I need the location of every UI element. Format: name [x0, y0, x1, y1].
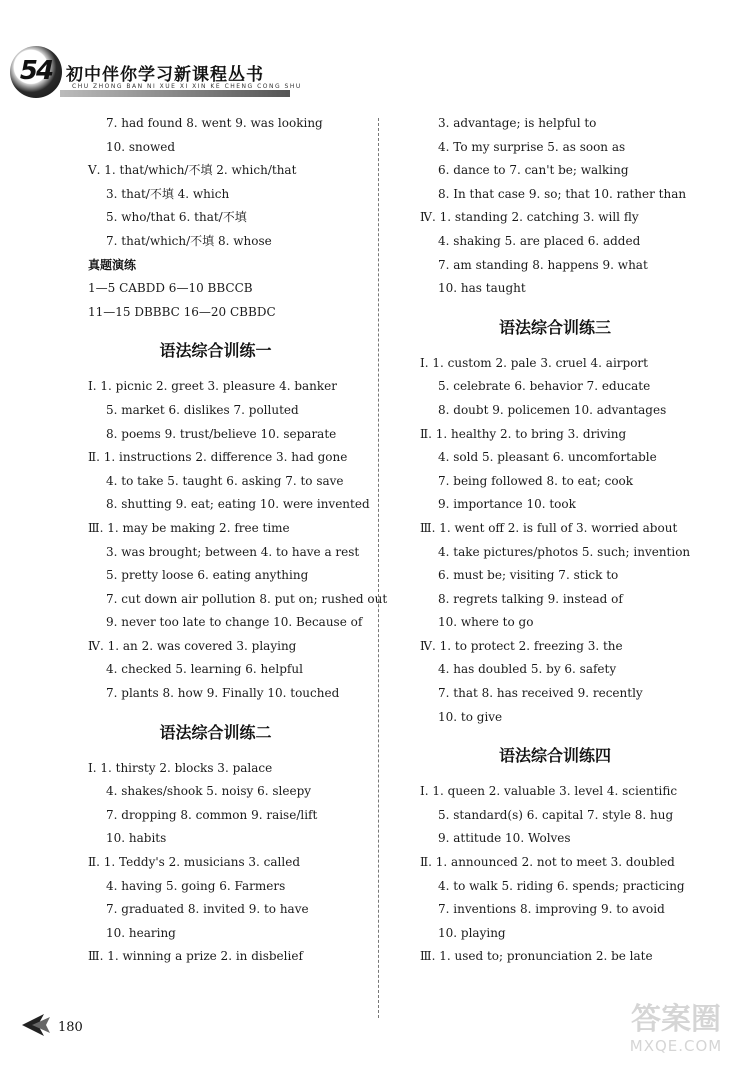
answer-line: 10. habits	[106, 831, 167, 846]
answer-line: 10. where to go	[438, 615, 534, 630]
answer-line: 1—5 CABDD 6—10 BBCCB	[88, 281, 253, 296]
answer-line: Ⅲ. 1. winning a prize 2. in disbelief	[88, 949, 303, 964]
answer-line: 6. dance to 7. can't be; walking	[438, 163, 629, 178]
badge-number: 54	[19, 56, 53, 86]
page-number: 180	[58, 1020, 83, 1035]
section-2-answers	[88, 757, 373, 969]
section-heading-2: 语法综合训练二	[159, 722, 272, 742]
series-pinyin: CHU ZHONG BAN NI XUE XI XIN KE CHENG CONG SHU	[72, 83, 302, 90]
left-column	[88, 112, 388, 969]
answer-line: Ⅱ. 1. instructions 2. difference 3. had gone	[88, 450, 348, 465]
practice-answers	[88, 277, 373, 324]
right-top-answers	[420, 112, 720, 301]
answer-line: Ⅳ. 1. an 2. was covered 3. playing	[88, 638, 297, 653]
answer-line: 4. to walk 5. riding 6. spends; practicing	[438, 878, 685, 893]
answer-line: Ⅴ. 1. that/which/不填 2. which/that	[88, 163, 297, 178]
answer-line: 4. To my surprise 5. as soon as	[438, 139, 626, 154]
answer-line: 10. snowed	[106, 139, 176, 154]
answer-line: Ⅰ. 1. queen 2. valuable 3. level 4. scientific	[420, 784, 678, 799]
answer-line: 8. poems 9. trust/believe 10. separate	[106, 426, 337, 441]
answer-line: 5. pretty loose 6. eating anything	[106, 568, 309, 583]
answer-line: Ⅳ. 1. standing 2. catching 3. will fly	[420, 210, 639, 225]
answer-line: 10. has taught	[438, 281, 526, 296]
answer-line: Ⅰ. 1. custom 2. pale 3. cruel 4. airport	[420, 355, 648, 370]
section-1-answers	[88, 375, 388, 705]
answer-line: 8. shutting 9. eat; eating 10. were invented	[106, 497, 370, 512]
answer-line: 7. plants 8. how 9. Finally 10. touched	[106, 686, 340, 701]
answer-line: 4. shakes/shook 5. noisy 6. sleepy	[106, 784, 312, 799]
answer-line: 9. importance 10. took	[438, 497, 576, 512]
answer-line: 7. am standing 8. happens 9. what	[438, 257, 648, 272]
section-heading-4: 语法综合训练四	[498, 746, 611, 766]
answer-line: 8. regrets talking 9. instead of	[438, 591, 623, 606]
section-3-answers	[420, 352, 720, 730]
answer-line: Ⅲ. 1. may be making 2. free time	[88, 520, 290, 535]
answer-line: 3. was brought; between 4. to have a rest	[106, 544, 360, 559]
answer-line: 10. playing	[438, 925, 506, 940]
answer-line: 3. that/不填 4. which	[106, 186, 230, 201]
section-4-answers	[420, 780, 720, 969]
answer-line: 5. who/that 6. that/不填	[106, 210, 247, 225]
column-divider	[378, 118, 379, 1018]
answer-line: 5. celebrate 6. behavior 7. educate	[438, 379, 651, 394]
answer-line: 6. must be; visiting 7. stick to	[438, 568, 619, 583]
practice-heading: 真题演练	[88, 257, 137, 272]
answer-line: Ⅳ. 1. to protect 2. freezing 3. the	[420, 638, 623, 653]
answer-line: 4. has doubled 5. by 6. safety	[438, 662, 617, 677]
answer-line: 7. inventions 8. improving 9. to avoid	[438, 902, 665, 917]
answer-line: 7. had found 8. went 9. was looking	[106, 116, 323, 130]
answer-line: Ⅱ. 1. announced 2. not to meet 3. doubled	[420, 855, 675, 870]
header-decor-bar	[60, 90, 290, 97]
answer-line: 4. having 5. going 6. Farmers	[106, 878, 286, 893]
answer-line: 11—15 DBBBC 16—20 CBBDC	[88, 304, 276, 319]
answer-line: 10. hearing	[106, 925, 176, 940]
answer-line: Ⅲ. 1. used to; pronunciation 2. be late	[420, 949, 653, 964]
left-top-answers	[88, 112, 373, 159]
answer-line: Ⅱ. 1. healthy 2. to bring 3. driving	[420, 426, 627, 441]
right-column	[420, 112, 720, 969]
answer-line: Ⅰ. 1. picnic 2. greet 3. pleasure 4. banker	[88, 379, 338, 394]
series-header	[10, 38, 310, 100]
series-title: 初中伴你学习新课程丛书	[66, 65, 264, 85]
answer-line: 3. advantage; is helpful to	[438, 116, 597, 130]
answer-line: 4. take pictures/photos 5. such; invention	[438, 544, 691, 559]
answer-line: Ⅲ. 1. went off 2. is full of 3. worried about	[420, 520, 678, 535]
answer-line: 8. doubt 9. policemen 10. advantages	[438, 402, 667, 417]
answer-line: 7. that 8. has received 9. recently	[438, 686, 643, 701]
answer-line: 7. that/which/不填 8. whose	[106, 233, 272, 248]
answer-line: 4. checked 5. learning 6. helpful	[106, 662, 303, 677]
left-section-v-answers	[88, 159, 373, 253]
series-badge-logo	[10, 46, 62, 98]
section-heading-1: 语法综合训练一	[159, 341, 272, 361]
answer-line: 7. being followed 8. to eat; cook	[438, 473, 634, 488]
answer-line: 4. shaking 5. are placed 6. added	[438, 233, 641, 248]
answer-line: Ⅰ. 1. thirsty 2. blocks 3. palace	[88, 760, 273, 775]
answer-line: 5. market 6. dislikes 7. polluted	[106, 402, 299, 417]
answer-line: 5. standard(s) 6. capital 7. style 8. hug	[438, 807, 674, 822]
section-heading-3: 语法综合训练三	[498, 317, 611, 337]
answer-line: 9. attitude 10. Wolves	[438, 831, 571, 846]
answer-line: 10. to give	[438, 709, 503, 724]
answer-line: 7. dropping 8. common 9. raise/lift	[106, 807, 318, 822]
answer-line: 4. sold 5. pleasant 6. uncomfortable	[438, 450, 657, 465]
answer-line: 7. graduated 8. invited 9. to have	[106, 902, 309, 917]
answer-line: 8. In that case 9. so; that 10. rather than	[438, 186, 687, 201]
answer-line: Ⅱ. 1. Teddy's 2. musicians 3. called	[88, 855, 301, 870]
answer-line: 7. cut down air pollution 8. put on; rushed out	[106, 591, 388, 606]
answer-line: 9. never too late to change 10. Because of	[106, 615, 363, 630]
watermark-logo: 答案圈 MXQE.COM	[629, 1002, 723, 1055]
page-arrow-icon	[22, 1012, 52, 1038]
answer-line: 4. to take 5. taught 6. asking 7. to save	[106, 473, 344, 488]
